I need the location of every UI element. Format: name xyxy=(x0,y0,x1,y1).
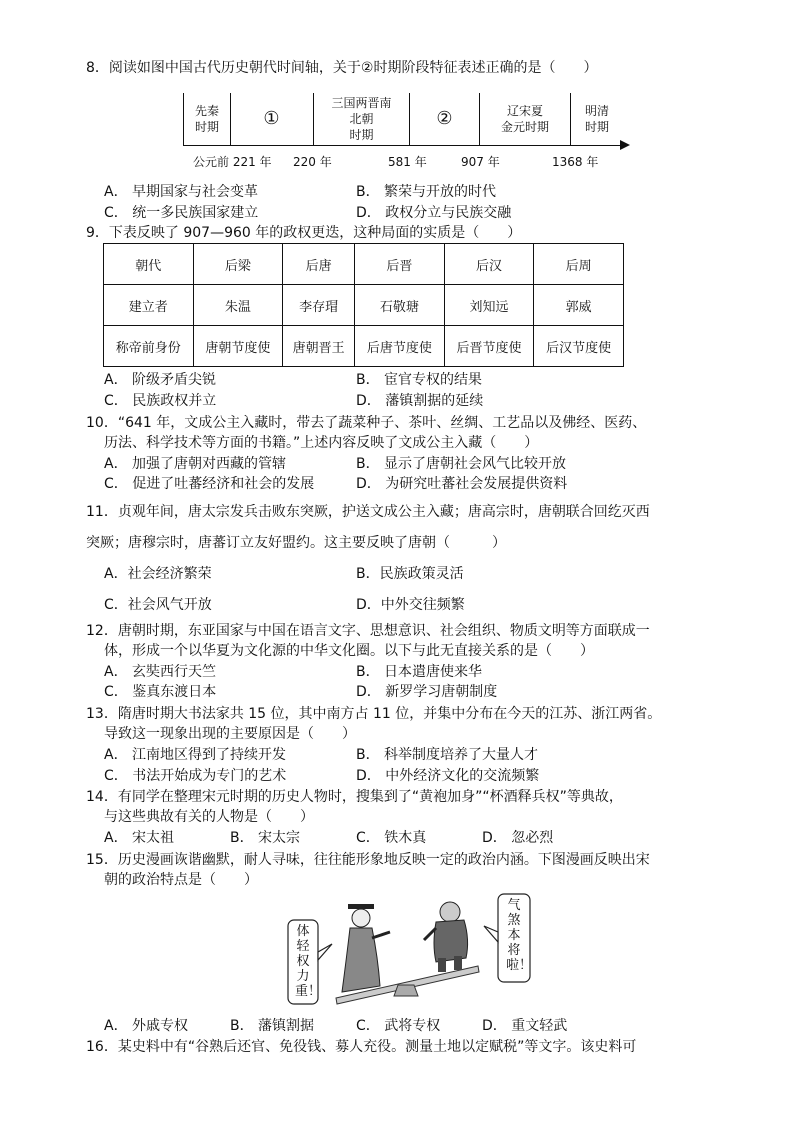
table-cell: 后晋节度使 xyxy=(444,326,534,367)
timeline-segment-xianqin xyxy=(183,93,231,145)
timeline-axis xyxy=(183,145,623,146)
q9-option-d[interactable]: D． 藩镇割据的延续 xyxy=(356,393,484,409)
timeline-segment-label: 北朝 xyxy=(349,112,374,126)
q16-stem-line1: 16．某史料中有“谷熟后还官、免役钱、募人充役。测量土地以定赋税”等文字。该史料可 xyxy=(86,1039,637,1055)
timeline-segment-mingqing xyxy=(571,93,623,145)
q14-option-b[interactable]: B． 宋太宗 xyxy=(230,830,301,846)
q9-option-c[interactable]: C． 民族政权并立 xyxy=(104,393,217,409)
timeline-segment-label: 时期 xyxy=(194,120,219,134)
q12-stem-line2: 体，形成一个以华夏为文化源的中华文化圈。以下与此无直接关系的是（ ） xyxy=(104,643,594,659)
q8-option-b[interactable]: B． 繁荣与开放的时代 xyxy=(356,184,497,200)
q13-option-b[interactable]: B． 科举制度培养了大量人才 xyxy=(356,747,539,763)
q11-option-d[interactable]: D．中外交往频繁 xyxy=(356,597,465,613)
timeline-year: 581 年 xyxy=(388,155,427,169)
q8-stem: 8．阅读如图中国古代历史朝代时间轴，关于②时期阶段特征表述正确的是（ ） xyxy=(86,60,598,76)
timeline-segment-label: 辽宋夏 xyxy=(506,104,543,118)
q14-option-c[interactable]: C． 铁木真 xyxy=(356,830,427,846)
q15-option-c[interactable]: C． 武将专权 xyxy=(356,1018,441,1034)
cartoon-left-bubble-text: 体轻权力重！ xyxy=(295,924,322,999)
table-cell: 刘知远 xyxy=(444,285,534,326)
q10-stem-line1: 10．“641 年，文成公主入藏时，带去了蔬菜种子、茶叶、丝绸、工艺品以及佛经、医药、 xyxy=(86,415,647,431)
timeline-year: 220 年 xyxy=(293,155,332,169)
table-cell: 称帝前身份 xyxy=(104,326,194,367)
q12-stem-line1: 12．唐朝时期，东亚国家与中国在语言文字、思想意识、社会组织、物质文明等方面联成一 xyxy=(86,623,650,639)
timeline-year: 公元前 221 年 xyxy=(193,155,272,169)
q8-option-a[interactable]: A． 早期国家与社会变革 xyxy=(104,184,259,200)
table-row xyxy=(104,285,624,326)
timeline-year: 907 年 xyxy=(461,155,500,169)
q14-option-d[interactable]: D． 忽必烈 xyxy=(482,830,554,846)
timeline-segment-liaosong xyxy=(480,93,571,145)
table-cell: 后唐节度使 xyxy=(355,326,445,367)
table-cell: 唐朝晋王 xyxy=(283,326,355,367)
q14-stem-line1: 14．有同学在整理宋元时期的历史人物时，搜集到了“黄袍加身”“杯酒释兵权”等典故， xyxy=(86,789,623,805)
q11-option-a[interactable]: A．社会经济繁荣 xyxy=(104,566,212,582)
cartoon-right-bubble-text: 气煞本将啦！ xyxy=(506,898,533,973)
timeline-segment-label: 时期 xyxy=(349,128,374,142)
q15-option-d[interactable]: D． 重文轻武 xyxy=(482,1018,568,1034)
q15-option-a[interactable]: A． 外戚专权 xyxy=(104,1018,189,1034)
timeline-segment-label: 先秦 xyxy=(194,104,219,118)
table-cell: 唐朝节度使 xyxy=(193,326,283,367)
timeline-arrow-icon xyxy=(620,140,630,150)
table-cell: 后唐 xyxy=(283,244,355,285)
q9-option-a[interactable]: A． 阶级矛盾尖锐 xyxy=(104,372,217,388)
q12-option-a[interactable]: A． 玄奘西行天竺 xyxy=(104,664,217,680)
table-row xyxy=(104,326,624,367)
q11-option-c[interactable]: C．社会风气开放 xyxy=(104,597,212,613)
q10-option-d[interactable]: D． 为研究吐蕃社会发展提供资料 xyxy=(356,476,568,492)
q15-stem-line2: 朝的政治特点是（ ） xyxy=(104,872,258,888)
timeline-segment-1: ① xyxy=(230,93,314,145)
q12-option-d[interactable]: D． 新罗学习唐朝制度 xyxy=(356,684,498,700)
q12-option-c[interactable]: C． 鉴真东渡日本 xyxy=(104,684,217,700)
table-row xyxy=(104,244,624,285)
timeline-segment-label: 明清 xyxy=(584,104,609,118)
q11-option-b[interactable]: B．民族政策灵活 xyxy=(356,566,464,582)
table-cell: 后梁 xyxy=(193,244,283,285)
table-cell: 后汉 xyxy=(444,244,534,285)
q10-option-a[interactable]: A． 加强了唐朝对西藏的管辖 xyxy=(104,456,287,472)
q8-option-c[interactable]: C． 统一多民族国家建立 xyxy=(104,205,259,221)
q13-stem-line2: 导致这一现象出现的主要原因是（ ） xyxy=(104,726,356,742)
q15-stem-line1: 15．历史漫画诙谐幽默，耐人寻味，往往能形象地反映一定的政治内涵。下图漫画反映出宋 xyxy=(86,852,650,868)
table-cell: 朝代 xyxy=(104,244,194,285)
q13-option-c[interactable]: C． 书法开始成为专门的艺术 xyxy=(104,768,287,784)
q10-stem-line2: 历法、科学技术等方面的书籍。”上述内容反映了文成公主入藏（ ） xyxy=(104,435,539,451)
q9-option-b[interactable]: B． 宦官专权的结果 xyxy=(356,372,483,388)
q11-stem-line1: 11．贞观年间，唐太宗发兵击败东突厥，护送文成公主入藏；唐高宗时，唐朝联合回纥灭西 xyxy=(86,504,650,520)
q12-option-b[interactable]: B． 日本遣唐使来华 xyxy=(356,664,483,680)
timeline-year: 1368 年 xyxy=(552,155,599,169)
table-cell: 郭威 xyxy=(534,285,624,326)
table-cell: 后汉节度使 xyxy=(534,326,624,367)
q9-stem: 9．下表反映了 907—960 年的政权更迭，这种局面的实质是（ ） xyxy=(86,225,522,241)
q11-stem-line2: 突厥；唐穆宗时，唐蕃订立友好盟约。这主要反映了唐朝（ ） xyxy=(86,535,506,551)
q15-option-b[interactable]: B． 藩镇割据 xyxy=(230,1018,315,1034)
q14-option-a[interactable]: A． 宋太祖 xyxy=(104,830,175,846)
q10-option-b[interactable]: B． 显示了唐朝社会风气比较开放 xyxy=(356,456,567,472)
q10-option-c[interactable]: C． 促进了吐蕃经济和社会的发展 xyxy=(104,476,315,492)
timeline-segment-label: 金元时期 xyxy=(500,120,549,134)
q13-option-a[interactable]: A． 江南地区得到了持续开发 xyxy=(104,747,287,763)
q14-stem-line2: 与这些典故有关的人物是（ ） xyxy=(104,809,314,825)
table-cell: 朱温 xyxy=(193,285,283,326)
table-cell: 后周 xyxy=(534,244,624,285)
timeline-segment-sanguo xyxy=(314,93,410,145)
table-cell: 石敬瑭 xyxy=(355,285,445,326)
table-cell: 后晋 xyxy=(355,244,445,285)
timeline-segment-label: 三国两晋南 xyxy=(331,96,392,110)
political-cartoon xyxy=(286,892,532,1010)
q13-stem-line1: 13．隋唐时期大书法家共 15 位，其中南方占 11 位，并集中分布在今天的江苏、浙江两省。 xyxy=(86,706,662,722)
table-cell: 李存瑁 xyxy=(283,285,355,326)
timeline-segment-2: ② xyxy=(410,93,480,145)
dynasty-table xyxy=(103,243,624,367)
timeline-segment-label: 时期 xyxy=(584,120,609,134)
table-cell: 建立者 xyxy=(104,285,194,326)
q8-option-d[interactable]: D． 政权分立与民族交融 xyxy=(356,205,512,221)
dynasty-timeline xyxy=(183,93,638,169)
q13-option-d[interactable]: D． 中外经济文化的交流频繁 xyxy=(356,768,540,784)
